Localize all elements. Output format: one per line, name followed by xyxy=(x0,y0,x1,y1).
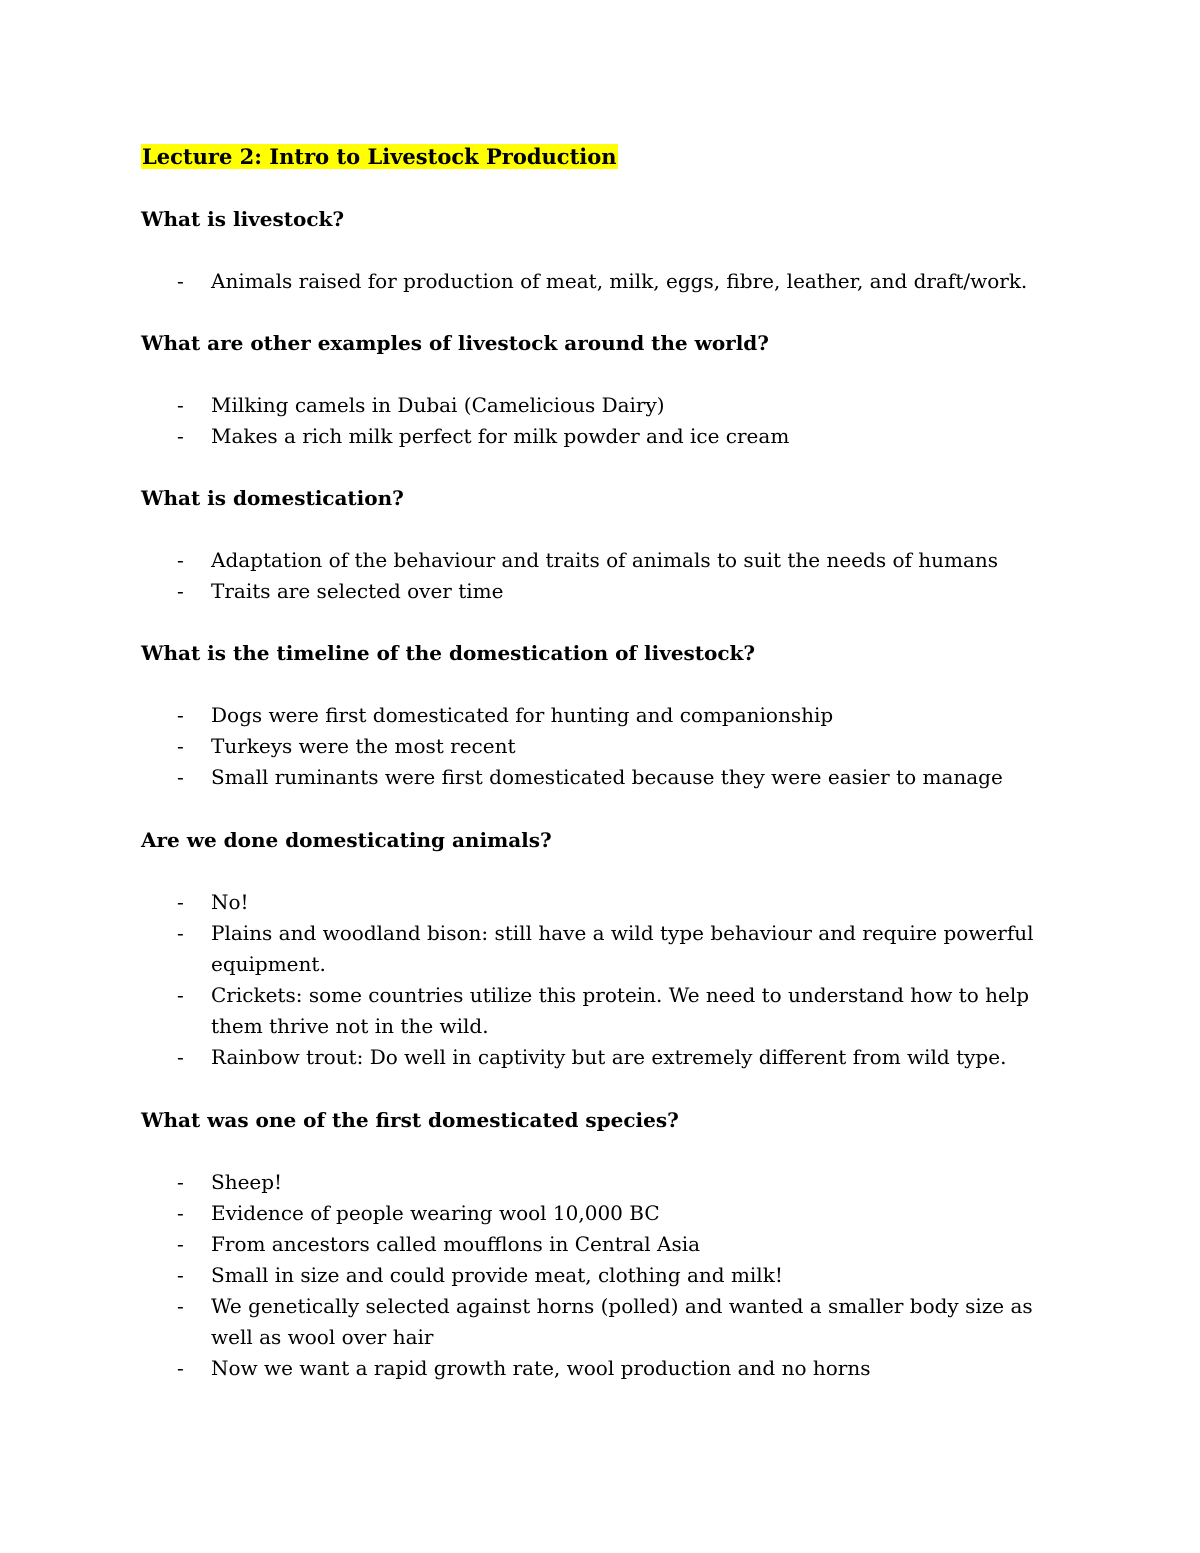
list-item xyxy=(141,1229,1061,1260)
answer-list xyxy=(141,887,1061,1073)
list-item xyxy=(141,1291,1061,1353)
question-heading: Are we done domesticating animals? xyxy=(141,828,552,852)
list-item-text: We genetically selected against horns (polled) and wanted a smaller body size as well as wool over hair xyxy=(211,1294,1033,1349)
answer-list xyxy=(141,700,1061,793)
bullet-dash: - xyxy=(177,921,184,945)
list-item xyxy=(141,731,1061,762)
list-item xyxy=(141,545,1061,576)
bullet-dash: - xyxy=(177,1045,184,1069)
bullet-dash: - xyxy=(177,1232,184,1256)
bullet-dash: - xyxy=(177,1170,184,1194)
list-item xyxy=(141,762,1061,793)
answer-list xyxy=(141,545,1061,607)
list-item xyxy=(141,390,1061,421)
list-item-text: From ancestors called moufflons in Central Asia xyxy=(211,1232,701,1256)
list-item-text: Plains and woodland bison: still have a wild type behaviour and require powerful equipment. xyxy=(211,921,1034,976)
list-item xyxy=(141,266,1061,297)
lecture-title: Lecture 2: Intro to Livestock Production xyxy=(142,144,617,169)
question-heading: What are other examples of livestock around the world? xyxy=(141,331,769,355)
list-item xyxy=(141,887,1061,918)
bullet-dash: - xyxy=(177,548,184,572)
bullet-dash: - xyxy=(177,765,184,789)
list-item-text: Traits are selected over time xyxy=(211,579,504,603)
bullet-dash: - xyxy=(177,393,184,417)
list-item-text: Makes a rich milk perfect for milk powder and ice cream xyxy=(211,424,790,448)
list-item-text: Now we want a rapid growth rate, wool production and no horns xyxy=(211,1356,871,1380)
answer-list xyxy=(141,1167,1061,1384)
list-item-text: Milking camels in Dubai (Camelicious Dairy) xyxy=(211,393,665,417)
bullet-dash: - xyxy=(177,579,184,603)
bullet-dash: - xyxy=(177,1294,184,1318)
list-item xyxy=(141,1353,1061,1384)
list-item-text: Evidence of people wearing wool 10,000 BC xyxy=(211,1201,660,1225)
bullet-dash: - xyxy=(177,1201,184,1225)
list-item-text: Small ruminants were first domesticated because they were easier to manage xyxy=(211,765,1003,789)
list-item-text: Sheep! xyxy=(211,1170,283,1194)
bullet-dash: - xyxy=(177,734,184,758)
question-heading: What is the timeline of the domestication of livestock? xyxy=(141,641,756,665)
list-item xyxy=(141,1198,1061,1229)
list-item-text: Adaptation of the behaviour and traits of animals to suit the needs of humans xyxy=(211,548,999,572)
list-item xyxy=(141,1167,1061,1198)
answer-list xyxy=(141,390,1061,452)
list-item xyxy=(141,700,1061,731)
list-item-text: No! xyxy=(211,890,249,914)
list-item xyxy=(141,918,1061,980)
list-item xyxy=(141,980,1061,1042)
answer-list xyxy=(141,266,1061,297)
list-item xyxy=(141,1042,1061,1073)
bullet-dash: - xyxy=(177,1356,184,1380)
bullet-dash: - xyxy=(177,890,184,914)
list-item-text: Rainbow trout: Do well in captivity but are extremely different from wild type. xyxy=(211,1045,1007,1069)
list-item xyxy=(141,576,1061,607)
bullet-dash: - xyxy=(177,1263,184,1287)
list-item-text: Animals raised for production of meat, milk, eggs, fibre, leather, and draft/work. xyxy=(211,269,1028,293)
list-item xyxy=(141,421,1061,452)
list-item-text: Turkeys were the most recent xyxy=(211,734,516,758)
bullet-dash: - xyxy=(177,983,184,1007)
bullet-dash: - xyxy=(177,269,184,293)
list-item-text: Small in size and could provide meat, clothing and milk! xyxy=(211,1263,783,1287)
list-item-text: Crickets: some countries utilize this protein. We need to understand how to help them thrive not in the wild. xyxy=(211,983,1030,1038)
list-item-text: Dogs were first domesticated for hunting and companionship xyxy=(211,703,834,727)
question-heading: What is livestock? xyxy=(141,207,345,231)
question-heading: What was one of the first domesticated species? xyxy=(141,1108,679,1132)
question-heading: What is domestication? xyxy=(141,486,404,510)
list-item xyxy=(141,1260,1061,1291)
bullet-dash: - xyxy=(177,703,184,727)
bullet-dash: - xyxy=(177,424,184,448)
